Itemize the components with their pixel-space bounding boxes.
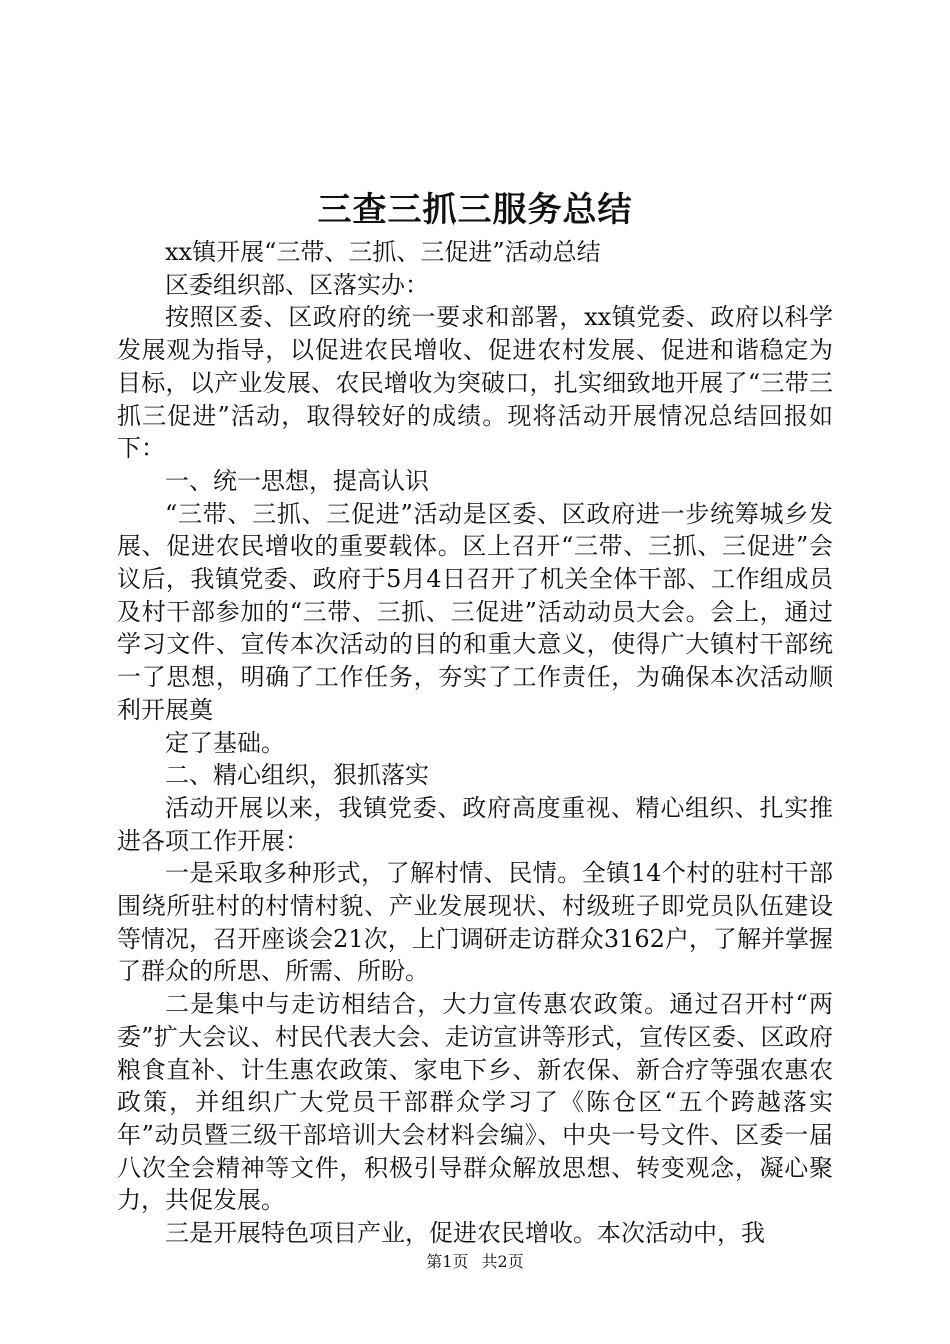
paragraph-point-2: 二是集中与走访相结合，大力宣传惠农政策。通过召开村“两委”扩大会议、村民代表大会、走访宣讲等形式，宣传区委、区政府粮食直补、计生惠农政策、家电下乡、新农保、新合疗等强农惠农政策，并组织广大党员干部群众学习了《陈仓区“五个跨越落实年”动员暨三级干部培训大会材料会编》、中央一号文件、区委一届八次全会精神等文件，积极引导群众解放思想、转变观念，凝心聚力，共促发展。 (117, 990, 833, 1215)
document-title: 三查三抓三服务总结 (317, 190, 633, 230)
paragraph-section-1: “三带、三抓、三促进”活动是区委、区政府进一步统筹城乡发展、促进农民增收的重要载体。区上召开“三带、三抓、三促进”会议后，我镇党委、政府于5月4日召开了机关全体干部、工作组成员及村干部参加的“三带、三抓、三促进”活动动员大会。会上，通过学习文件、宣传本次活动的目的和重大意义，使得广大镇村干部统一了思想，明确了工作任务，夯实了工作责任，为确保本次活动顺利开展奠 (117, 499, 833, 724)
page-total: 共2页 (481, 1252, 524, 1271)
paragraph-heading: xx镇开展“三带、三抓、三促进”活动总结 (165, 238, 601, 266)
paragraph-point-1: 一是采取多种形式，了解村情、民情。全镇14个村的驻村干部围绕所驻村的村情村貌、产业发展现状、村级班子即党员队伍建设等情况，召开座谈会21次，上门调研走访群众3162户，了解并掌握了群众的所思、所需、所盼。 (117, 859, 833, 986)
document-body (117, 236, 833, 1250)
paragraph-point-3: 三是开展特色项目产业，促进农民增收。本次活动中，我 (165, 1219, 765, 1248)
paragraph-section-1-continued: 定了基础。 (165, 728, 285, 757)
section-heading-1: 一、统一思想，提高认识 (165, 466, 429, 495)
page-number: 第1页 (426, 1252, 469, 1271)
page-footer (0, 1252, 950, 1272)
section-heading-2: 二、精心组织，狠抓落实 (165, 761, 429, 790)
paragraph-section-2: 活动开展以来，我镇党委、政府高度重视、精心组织、扎实推进各项工作开展： (117, 793, 833, 855)
paragraph-salutation: 区委组织部、区落实办： (165, 270, 429, 299)
paragraph-intro: 按照区委、区政府的统一要求和部署，xx镇党委、政府以科学发展观为指导，以促进农民增收、促进农村发展、促进和谐稳定为目标，以产业发展、农民增收为突破口，扎实细致地开展了“三带三抓三促进”活动，取得较好的成绩。现将活动开展情况总结回报如下： (117, 303, 833, 463)
